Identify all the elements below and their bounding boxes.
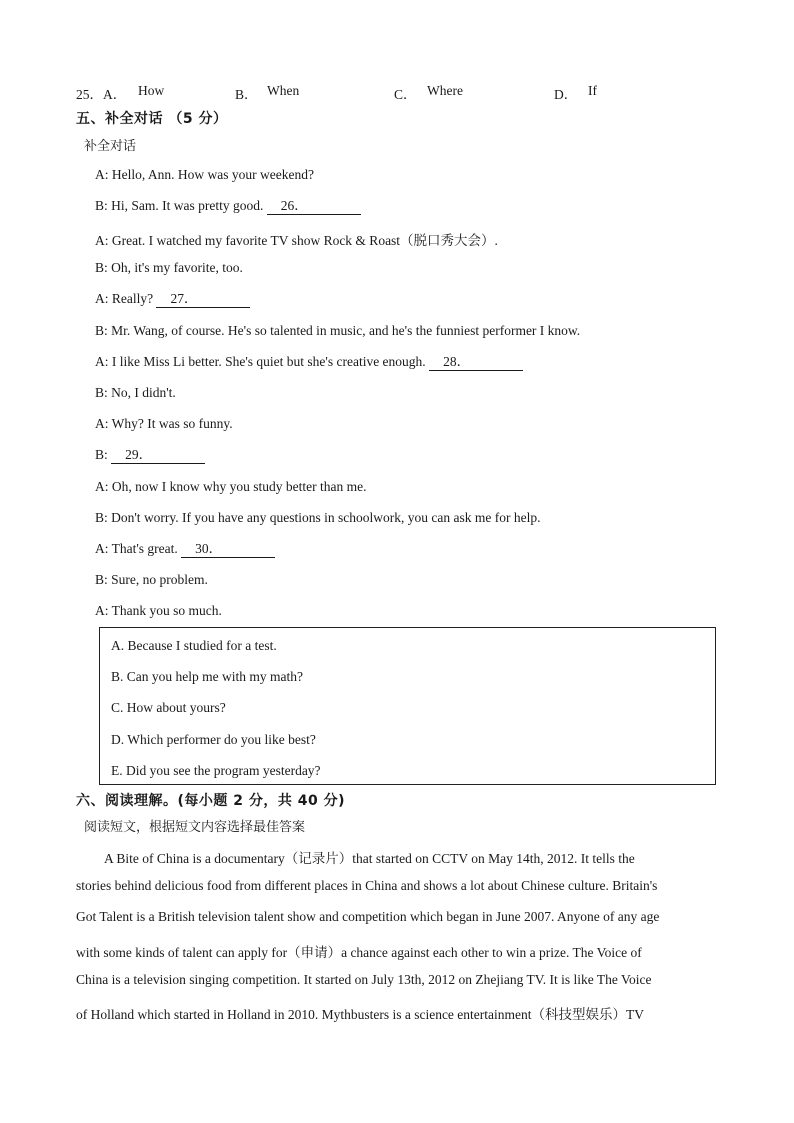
- passage-line-1: A Bite of China is a documentary（记录片）that started on CCTV on May 14th, 2012. It tells the: [104, 851, 635, 866]
- section-6-instruction: 阅读短文，根据短文内容选择最佳答案: [84, 820, 306, 835]
- dialogue-line-6: B: Mr. Wang, of course. He's so talented in music, and he's the funniest performer I know.: [95, 323, 581, 338]
- passage-line-5: China is a television singing competition. It started on July 13th, 2012 on Zhejiang TV. It is like The Voice: [76, 972, 652, 987]
- option-a-text: How: [138, 83, 165, 98]
- blank-27[interactable]: 27．: [156, 291, 250, 308]
- dialogue-line-11: A: Oh, now I know why you study better than me.: [95, 479, 367, 494]
- section-6-heading: 六、阅读理解。(每小题 2 分，共 40 分): [76, 793, 346, 809]
- blank-30[interactable]: 30．: [181, 541, 275, 558]
- dialogue-line-3: A: Great. I watched my favorite TV show Rock & Roast（脱口秀大会）.: [95, 233, 498, 248]
- dialogue-line-2: B: Hi, Sam. It was pretty good. 26．: [95, 198, 361, 215]
- choice-e: E. Did you see the program yesterday?: [111, 763, 321, 778]
- passage-line-2: stories behind delicious food from different places in China and shows a lot about Chinese culture. Britain's: [76, 878, 658, 893]
- question-25-number: 25．A．: [76, 87, 127, 102]
- dialogue-line-14: B: Sure, no problem.: [95, 572, 208, 587]
- dialogue-line-12: B: Don't worry. If you have any questions in schoolwork, you can ask me for help.: [95, 510, 541, 525]
- blank-26[interactable]: 26．: [267, 198, 361, 215]
- dialogue-line-5: A: Really? 27．: [95, 291, 250, 308]
- section-5-heading: 五、补全对话 （5 分）: [76, 111, 228, 127]
- dialogue-line-9: A: Why? It was so funny.: [95, 416, 233, 431]
- dialogue-line-8: B: No, I didn't.: [95, 385, 176, 400]
- blank-29[interactable]: 29．: [111, 447, 205, 464]
- choices-box: [99, 627, 716, 785]
- dialogue-line-13: A: That's great. 30．: [95, 541, 275, 558]
- option-d-text: If: [588, 83, 597, 98]
- dialogue-line-15: A: Thank you so much.: [95, 603, 222, 618]
- blank-28[interactable]: 28．: [429, 354, 523, 371]
- option-b-text: When: [267, 83, 300, 98]
- passage-line-3: Got Talent is a British television talent show and competition which began in June 2007. Anyone of any age: [76, 909, 660, 924]
- choice-a: A. Because I studied for a test.: [111, 638, 277, 653]
- dialogue-line-4: B: Oh, it's my favorite, too.: [95, 260, 243, 275]
- option-b-letter: B．: [235, 87, 258, 102]
- option-c-text: Where: [427, 83, 463, 98]
- choice-d: D. Which performer do you like best?: [111, 732, 316, 747]
- dialogue-line-10: B: 29．: [95, 447, 205, 464]
- passage-line-6: of Holland which started in Holland in 2010. Mythbusters is a science entertainment（科技型娱乐）TV: [76, 1007, 645, 1022]
- choice-b: B. Can you help me with my math?: [111, 669, 303, 684]
- section-5-instruction: 补全对话: [84, 139, 137, 154]
- dialogue-line-7: A: I like Miss Li better. She's quiet but she's creative enough. 28．: [95, 354, 523, 371]
- option-c-letter: C．: [394, 87, 417, 102]
- dialogue-line-1: A: Hello, Ann. How was your weekend?: [95, 167, 314, 182]
- passage-line-4: with some kinds of talent can apply for（申请）a chance against each other to win a prize. The Voice of: [76, 945, 642, 960]
- option-d-letter: D．: [554, 87, 578, 102]
- choice-c: C. How about yours?: [111, 700, 226, 715]
